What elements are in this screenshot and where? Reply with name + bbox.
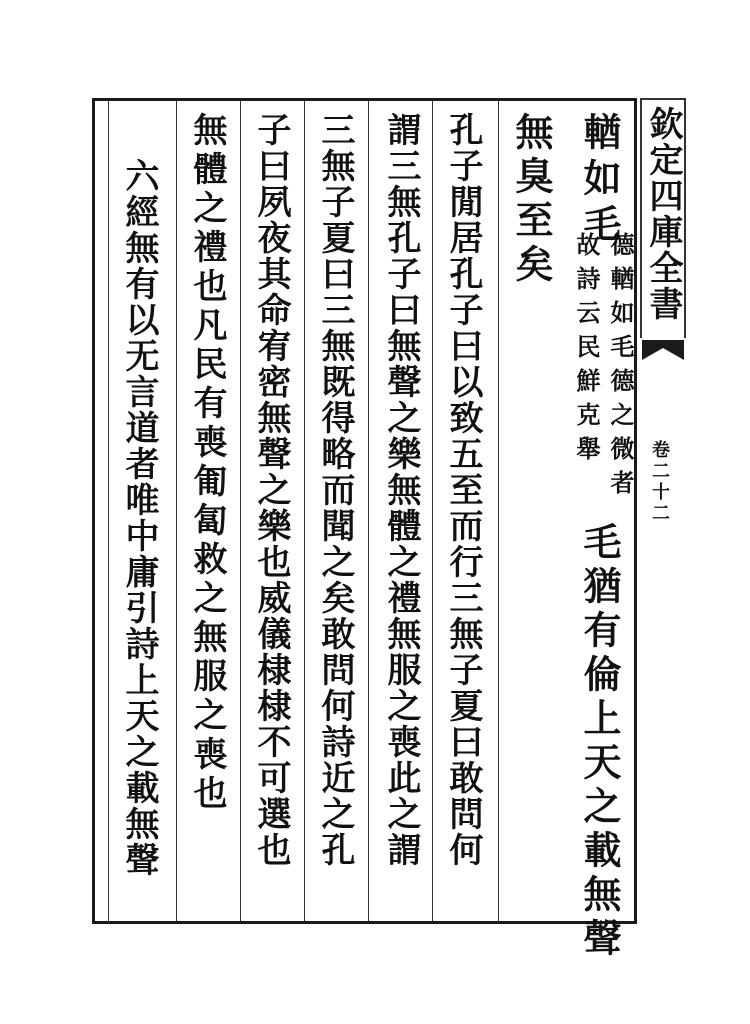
column-rule bbox=[368, 101, 369, 921]
page-frame bbox=[92, 98, 637, 924]
text-column-2: 無臭至矣 bbox=[509, 112, 554, 288]
margin-title-box bbox=[640, 98, 686, 338]
text-column-5: 三無子夏曰三無既得略而聞之矣敢問何詩近之孔 bbox=[315, 112, 355, 868]
text-column-1b: 毛猶有倫上天之載無聲 bbox=[577, 522, 622, 962]
text-column-3: 孔子閒居孔子曰以致五至而行三無子夏曰敢問何 bbox=[443, 112, 483, 868]
text-column-4: 謂三無孔子曰無聲之樂無體之禮無服之喪此之謂 bbox=[381, 112, 421, 868]
column-rule bbox=[498, 101, 499, 921]
column-rule bbox=[432, 101, 433, 921]
text-column-7: 無體之禮也凡民有喪匍匐救之無服之喪也 bbox=[187, 112, 227, 814]
column-rule bbox=[176, 101, 177, 921]
text-column-8: 六經無有以无言道者唯中庸引詩上天之載無聲 bbox=[119, 158, 159, 878]
text-column-6: 子曰夙夜其命宥密無聲之樂也威儀棣棣不可選也 bbox=[251, 112, 291, 868]
column-rule bbox=[108, 101, 109, 921]
column-rule bbox=[304, 101, 305, 921]
annotation-line-2: 故詩云民鮮克舉 bbox=[572, 232, 601, 470]
annotation-line-1: 德輶如毛德之微者 bbox=[606, 232, 635, 504]
margin-title: 欽定四庫全書 bbox=[643, 106, 683, 322]
column-rule bbox=[240, 101, 241, 921]
text-column-1a: 輶如毛 bbox=[577, 112, 622, 250]
juan-number: 卷二十二 bbox=[649, 440, 670, 524]
fishtail-mark bbox=[640, 338, 686, 368]
